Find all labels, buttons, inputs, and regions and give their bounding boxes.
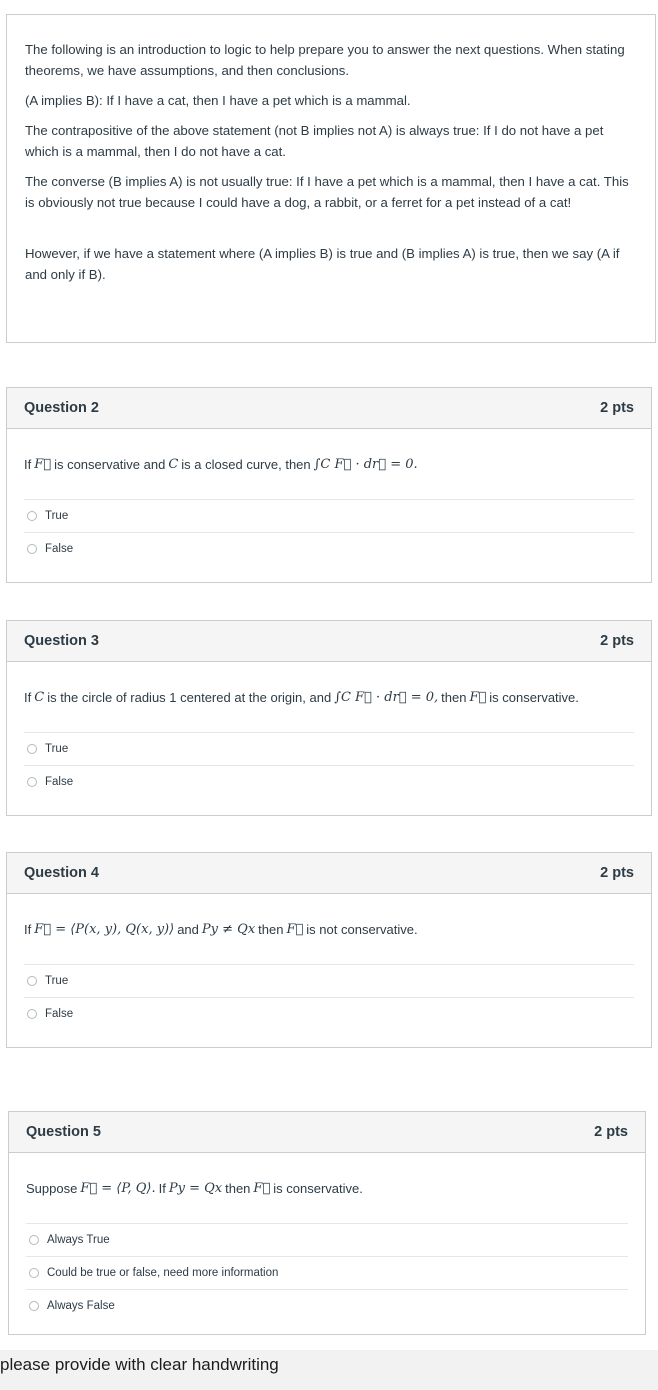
radio-button[interactable]: [29, 1301, 39, 1311]
question-title: Question 2: [24, 400, 99, 416]
question-points: 2 pts: [600, 400, 634, 416]
answer-list: [7, 964, 651, 1030]
question-text-part: and: [177, 921, 199, 937]
answer-option-need-more-info[interactable]: [26, 1256, 628, 1289]
question-4-text: [7, 894, 651, 964]
question-points: 2 pts: [594, 1124, 628, 1140]
question-2-text: [7, 429, 651, 499]
footer-caption: please provide with clear handwriting: [0, 1355, 279, 1374]
question-text-part: If: [24, 456, 32, 472]
answer-label: True: [45, 975, 69, 987]
question-text-part: then: [258, 921, 284, 937]
radio-button[interactable]: [29, 1235, 39, 1245]
intro-paragraph-4: The converse (B implies A) is not usually true: If I have a pet which is a mammal, then I have a cat. This is obviously not true because I could have a dog, a rabbit, or a ferret for a pet instead of a cat!: [25, 174, 629, 210]
answer-label: Could be true or false, need more information: [47, 1267, 279, 1279]
radio-button[interactable]: [27, 744, 37, 754]
math-expression: Py ≠ Qx: [201, 921, 256, 937]
question-5-text: [9, 1153, 645, 1223]
math-expression: C: [168, 456, 179, 472]
question-points: 2 pts: [600, 633, 634, 649]
answer-label: True: [45, 510, 69, 522]
question-text-part: then: [225, 1180, 251, 1196]
radio-button[interactable]: [27, 544, 37, 554]
math-expression: F⃗: [253, 1180, 271, 1196]
answer-option-false[interactable]: [24, 765, 634, 798]
question-text-part: Suppose: [26, 1180, 78, 1196]
question-4-card: [6, 852, 652, 1048]
answer-option-false[interactable]: [24, 997, 634, 1030]
question-3-card: [6, 620, 652, 816]
question-text-part: is the circle of radius 1 centered at the origin, and: [47, 689, 332, 705]
answer-option-false[interactable]: [24, 532, 634, 565]
answer-option-true[interactable]: [24, 964, 634, 997]
answer-option-always-true[interactable]: [26, 1223, 628, 1256]
answer-label: True: [45, 743, 69, 755]
radio-button[interactable]: [29, 1268, 39, 1278]
answer-option-always-false[interactable]: [26, 1289, 628, 1322]
answer-label: False: [45, 776, 74, 788]
question-2-card: [6, 387, 652, 583]
math-expression: F⃗: [34, 456, 52, 472]
question-text-part: is conservative.: [273, 1180, 363, 1196]
question-text-part: is a closed curve, then: [181, 456, 311, 472]
question-text-part: If: [24, 689, 32, 705]
math-expression: ∫C F⃗ · dr⃗ = 0.: [313, 456, 418, 472]
radio-button[interactable]: [27, 1009, 37, 1019]
math-expression: F⃗: [286, 921, 304, 937]
math-expression: F⃗ = ⟨P(x, y), Q(x, y)⟩: [34, 921, 175, 937]
radio-button[interactable]: [27, 777, 37, 787]
question-text-part: is not conservative.: [306, 921, 418, 937]
question-5-card: [8, 1111, 646, 1335]
question-title: Question 4: [24, 865, 99, 881]
intro-paragraph-1: The following is an introduction to logic to help prepare you to answer the next questions. When stating theorems, we have assumptions, and then conclusions.: [25, 42, 625, 78]
radio-button[interactable]: [27, 976, 37, 986]
question-3-header: [7, 621, 651, 662]
intro-panel: [6, 14, 656, 343]
question-text-part: is conservative.: [489, 689, 579, 705]
intro-paragraph-2: (A implies B): If I have a cat, then I have a pet which is a mammal.: [25, 93, 411, 108]
question-points: 2 pts: [600, 865, 634, 881]
question-title: Question 3: [24, 633, 99, 649]
math-expression: F⃗ = ⟨P, Q⟩.: [80, 1180, 156, 1196]
answer-label: False: [45, 1008, 74, 1020]
answer-label: False: [45, 543, 74, 555]
question-text-part: then: [441, 689, 467, 705]
answer-list: [7, 499, 651, 565]
question-5-header: [9, 1112, 645, 1153]
intro-paragraph-5: However, if we have a statement where (A implies B) is true and (B implies A) is true, then we say (A if and only if B).: [25, 246, 620, 282]
math-expression: F⃗: [469, 689, 487, 705]
math-expression: Py = Qx: [168, 1180, 223, 1196]
math-expression: ∫C F⃗ · dr⃗ = 0,: [334, 689, 439, 705]
question-2-header: [7, 388, 651, 429]
answer-option-true[interactable]: [24, 732, 634, 765]
question-text-part: is conservative and: [54, 456, 166, 472]
answer-label: Always False: [47, 1300, 115, 1312]
radio-button[interactable]: [27, 511, 37, 521]
question-3-text: [7, 662, 651, 732]
answer-label: Always True: [47, 1234, 110, 1246]
question-title: Question 5: [26, 1124, 101, 1140]
question-4-header: [7, 853, 651, 894]
question-text-part: If: [24, 921, 32, 937]
question-text-part: If: [158, 1180, 166, 1196]
answer-list: [9, 1223, 645, 1322]
intro-paragraph-3: The contrapositive of the above statement (not B implies not A) is always true: If I do not have a pet which is a mammal, then I do not have a cat.: [25, 123, 604, 159]
math-expression: C: [34, 689, 45, 705]
answer-list: [7, 732, 651, 798]
answer-option-true[interactable]: [24, 499, 634, 532]
